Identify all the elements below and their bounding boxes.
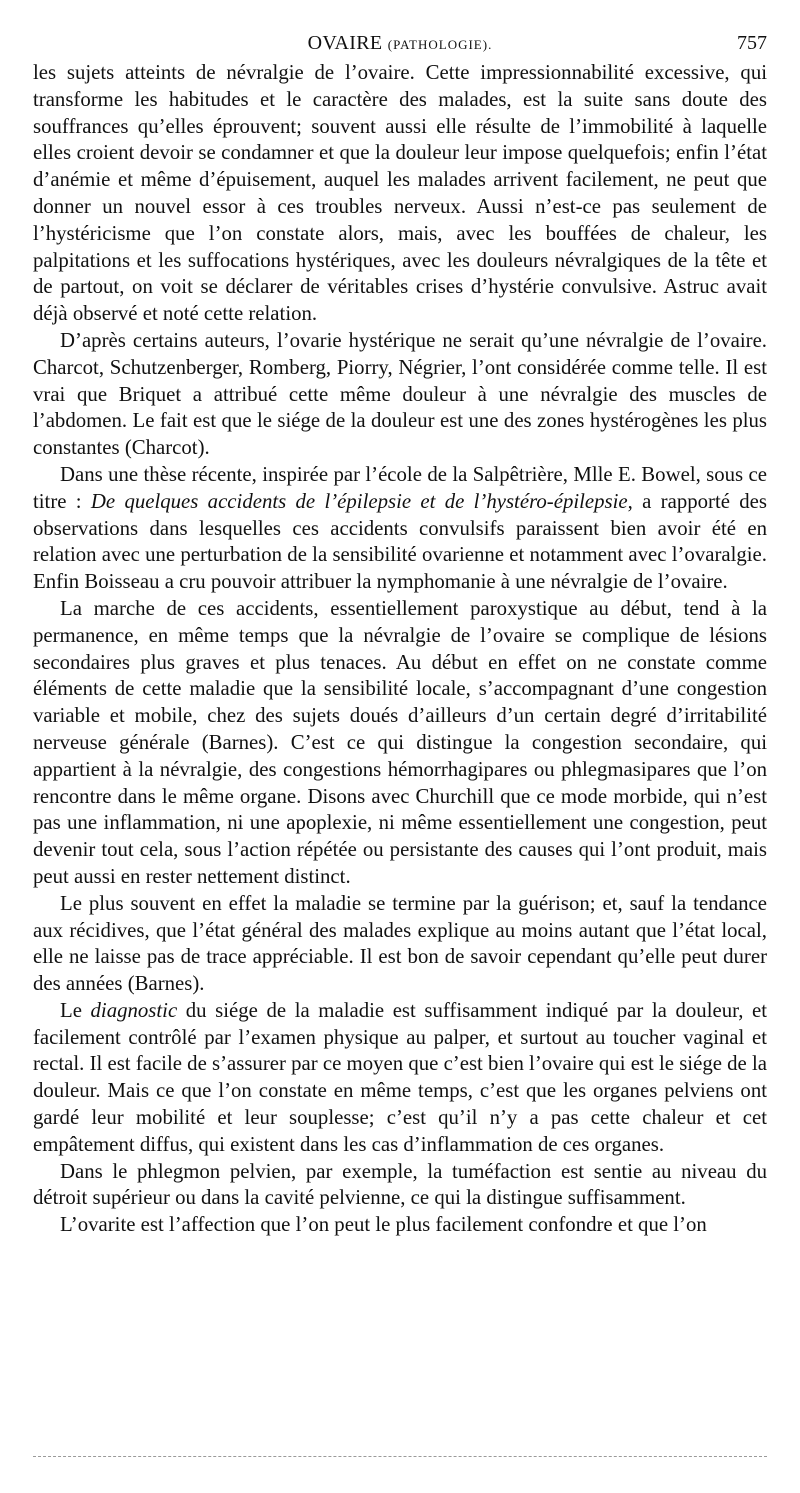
running-head-title [33,30,767,58]
paragraph-text: Le [60,998,91,1022]
paragraph-text: Dans le phlegmon pelvien, par exemple, la tuméfaction est sentie au niveau du détroit supérieur ou dans la cavité pelvienne, ce qui la distingue suffisamment. [33,1159,767,1210]
paragraph [33,328,767,462]
paragraph [33,1212,767,1239]
paragraph-text: du siége de la maladie est suffisamment indiqué par la douleur, et facilement contrôlé par l’examen physique au palper, et surtout au toucher vaginal et rectal. Il est facile de s’assurer par ce moyen que c’est bien l’ovaire qui est le siége de la douleur. Mais ce que l’on constate en même temps, c’est que les organes pelviens ont gardé leur mobilité et leur souplesse; c’est qu’il n’y a pas cette chaleur et cet empâtement diffus, qui existent dans les cas d’inflammation de ces organes. [33,998,767,1156]
body-text [33,60,767,1239]
paragraph [33,998,767,1159]
paragraph-text: Dans une thèse récente, inspirée par l’école de la Salpêtrière, Mlle E. Bowel, sous ce titre : [33,462,767,513]
paragraph-text: , a rapporté des observations dans lesquelles ces accidents convulsifs paraissent bien avoir été en relation avec une perturbation de la sensibilité ovarienne et notamment avec l’ovaralgie. Enfin Boisseau a cru pouvoir attribuer la nymphomanie à une névralgie de l’ovaire. [33,489,767,594]
footnote-rule [33,1456,767,1457]
italic-title: De quelques accidents de l’épilepsie et de l’hystéro-épilepsie [90,489,628,513]
running-head [33,30,767,56]
chapter-subtitle: (PATHOLOGIE). [387,37,493,52]
paragraph [33,462,767,596]
page-number: 757 [737,32,767,54]
paragraph-text: D’après certains auteurs, l’ovarie hystérique ne serait qu’une névralgie de l’ovaire. Charcot, Schutzenberger, Romberg, Piorry, Négrier, l’ont considérée comme telle. Il est vrai que Briquet a attribué cette même douleur à une névralgie des muscles de l’abdomen. Le fait est que le siége de la douleur est une des zones hystérogènes les plus constantes (Charcot). [33,328,767,460]
paragraph [33,1159,767,1213]
paragraph-text: L’ovarite est l’affection que l’on peut le plus facilement confondre et que l’on [60,1213,707,1237]
paragraph-text: La marche de ces accidents, essentiellement paroxystique au début, tend à la permanence, en même temps que la névralgie de l’ovaire se complique de lésions secondaires plus graves et plus tenaces. Au début en effet on ne constate comme éléments de cette maladie que la sensibilité locale, s’accompagnant d’une congestion variable et mobile, chez des sujets doués d’ailleurs d’un certain degré d’irritabilité nerveuse générale (Barnes). C’est ce qui distingue la congestion secondaire, qui appartient à la névralgie, des congestions hémorrhagipares ou phlegmasipares que l’on rencontre dans le même organe. Disons avec Churchill que ce mode morbide, qui n’est pas une inflammation, ni une apoplexie, ni même essentiellement une congestion, peut devenir tout cela, sous l’action répétée ou persistante des causes qui l’ont produit, mais peut aussi en rester nettement distinct. [33,596,767,888]
paragraph [33,60,767,328]
chapter-title: OVAIRE [307,32,383,54]
paragraph-text: les sujets atteints de névralgie de l’ovaire. Cette impressionnabilité excessive, qui transforme les habitudes et le caractère des malades, est la suite sans doute des souffrances qu’elles éprouvent; souvent aussi elle résulte de l’immobilité à laquelle elles croient devoir se condamner et que la douleur leur impose quelquefois; enfin l’état d’anémie et même d’épuisement, auquel les malades arrivent facilement, ne peut que donner un nouvel essor à ces troubles nerveux. Aussi n’est-ce pas seulement de l’hystéricisme que l’on constate alors, mais, avec les bouffées de chaleur, les palpitations et les suffocations hystériques, avec les douleurs névralgiques de la tête et de partout, on voit se déclarer de véritables crises d’hystérie convulsive. Astruc avait déjà observé et noté cette relation. [33,61,767,326]
paragraph [33,596,767,891]
italic-term: diagnostic [90,998,178,1022]
paragraph-text: Le plus souvent en effet la maladie se termine par la guérison; et, sauf la tendance aux récidives, que l’état général des malades explique au moins autant que l’état local, elle ne laisse pas de trace appréciable. Il est bon de savoir cependant qu’elle peut durer des années (Barnes). [33,891,767,996]
paragraph [33,891,767,998]
